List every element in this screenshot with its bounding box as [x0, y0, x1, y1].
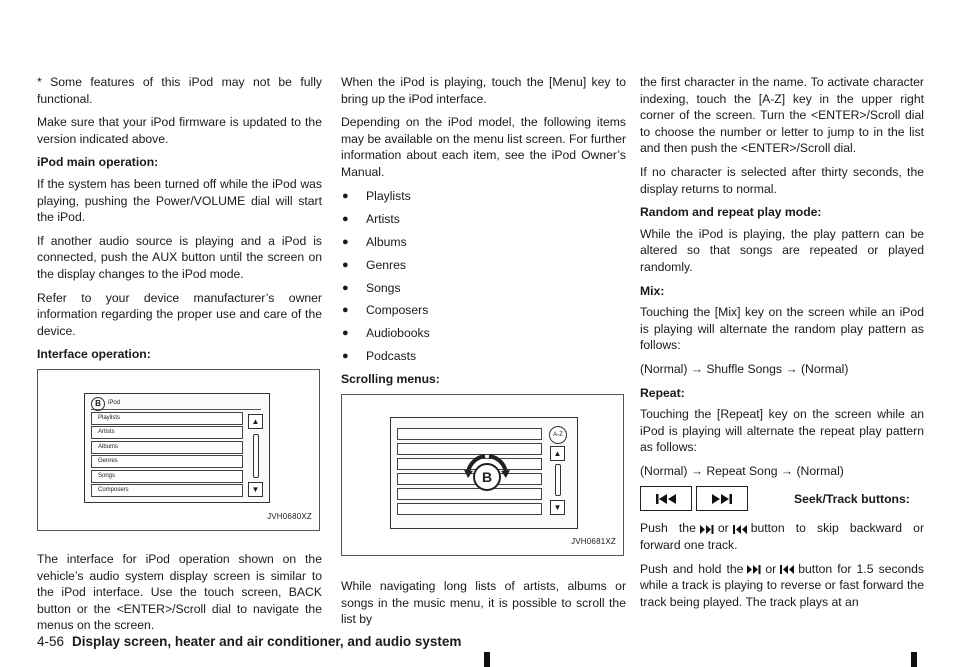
- list-item: ● Podcasts: [341, 348, 626, 365]
- list-item: ● Genres: [341, 257, 626, 274]
- scrollbar-icon: [253, 434, 259, 478]
- paragraph: the first character in the name. To activate character indexing, touch the [A-Z] key in the upper right corner of the screen. Turn the <ENTER>/Scroll dial to choose the number or letter to jump to in the list and then push the <ENTER>/Scroll dial.: [640, 75, 924, 156]
- ipod-interface-figure: [37, 369, 320, 531]
- section-heading: Repeat:: [640, 385, 685, 400]
- paragraph: Touching the [Mix] key on the screen while an iPod is playing will alternate the random play pattern as follows:: [640, 305, 924, 353]
- list-item: Songs: [91, 470, 243, 483]
- paragraph: When the iPod is playing, touch the [Menu] key to bring up the iPod interface.: [341, 75, 626, 106]
- scroll-up-icon: ▲: [248, 414, 263, 429]
- skip-forward-icon: [700, 525, 714, 534]
- paragraph: [640, 561, 924, 611]
- scrollbar-icon: [555, 464, 561, 496]
- section-heading: Random and repeat play mode:: [640, 205, 822, 220]
- paragraph: If no character is selected after thirty seconds, the display returns to normal.: [640, 164, 924, 196]
- scroll-screen-illustration: [390, 417, 578, 529]
- mix-sequence: (Normal) → Shuffle Songs → (Normal): [640, 361, 849, 376]
- list-item: ● Playlists: [341, 188, 626, 205]
- text-run: or: [717, 521, 729, 536]
- chapter-title: Display screen, heater and air conditioner, and audio system: [72, 634, 462, 649]
- repeat-sequence: (Normal) → Repeat Song → (Normal): [640, 463, 844, 478]
- list-item: Genres: [91, 455, 243, 468]
- section-heading: Scrolling menus:: [341, 372, 440, 387]
- menu-items-list: [341, 188, 626, 365]
- list-row: [397, 503, 542, 515]
- text-run: button for 1.5 seconds while a track is playing to reverse or fast forward the track being played. The track plays at an: [640, 561, 924, 609]
- scroll-dial-icon: [462, 450, 512, 500]
- ipod-screen-illustration: [84, 393, 270, 503]
- ipod-screen-title: iPod: [108, 399, 121, 406]
- list-item: Playlists: [91, 412, 243, 425]
- list-item: ● Artists: [341, 211, 626, 228]
- page-footer: [37, 634, 461, 649]
- ipod-screen-title-bar: [91, 397, 261, 410]
- paragraph: While the iPod is playing, the play pattern can be altered so that songs are repeated or played randomly.: [640, 226, 924, 274]
- list-item: ● Songs: [341, 280, 626, 297]
- paragraph: If another audio source is playing and a iPod is connected, push the AUX button until the screen on the display changes to the iPod mode.: [37, 233, 322, 281]
- list-row: [397, 428, 542, 440]
- skip-back-button-illustration: [640, 486, 692, 511]
- list-item: Artists: [91, 426, 243, 439]
- column-middle: [341, 74, 626, 635]
- list-item: Albums: [91, 441, 243, 454]
- seek-buttons-row: [640, 486, 924, 511]
- skip-back-icon: [733, 525, 747, 534]
- dial-label: B: [481, 469, 493, 486]
- paragraph: Refer to your device manufacturer’s owner information regarding the proper use and care of the device.: [37, 290, 322, 338]
- skip-forward-icon: [747, 565, 761, 574]
- section-heading: Interface operation:: [37, 347, 151, 362]
- paragraph: The interface for iPod operation shown on the vehicle’s audio system display screen is similar to the iPod interface. Use the touch screen, BACK button or the <ENTER>/Scroll dial to navigate the menus on the screen.: [37, 551, 322, 633]
- paragraph: [640, 520, 924, 553]
- skip-forward-icon: [711, 493, 733, 505]
- scroll-up-icon: ▲: [550, 446, 565, 461]
- section-heading: Mix:: [640, 283, 665, 298]
- paragraph: Depending on the iPod model, the following items may be available on the menu list screen. For further information about each item, see the iPod Owner’s Manual.: [341, 115, 626, 179]
- list-item: ● Composers: [341, 302, 626, 319]
- az-key-icon: A-Z: [549, 426, 567, 444]
- crop-mark: [484, 652, 490, 667]
- skip-back-icon: [655, 493, 677, 505]
- ipod-menu-list: [91, 412, 243, 499]
- figure-code: JVH0680XZ: [267, 512, 312, 522]
- scrolling-menu-figure: [341, 394, 624, 556]
- text-run: Push and hold the: [640, 561, 744, 576]
- paragraph: Touching the [Repeat] key on the screen while an iPod is playing will alternate the repeat play pattern as follows:: [640, 407, 924, 455]
- scroll-down-icon: ▼: [550, 500, 565, 515]
- scroll-down-icon: ▼: [248, 482, 263, 497]
- section-heading: Seek/Track buttons:: [794, 491, 910, 506]
- column-left: [37, 74, 322, 641]
- section-heading: iPod main operation:: [37, 155, 159, 170]
- paragraph: * Some features of this iPod may not be fully functional.: [37, 75, 322, 106]
- crop-mark: [911, 652, 917, 667]
- paragraph: While navigating long lists of artists, albums or songs in the music menu, it is possible to scroll the list by: [341, 579, 626, 627]
- page-number: 4-56: [37, 634, 65, 649]
- text-run: Push the: [640, 521, 696, 536]
- skip-back-icon: [780, 565, 794, 574]
- list-item: ● Albums: [341, 234, 626, 251]
- paragraph: If the system has been turned off while the iPod was playing, pushing the Power/VOLUME dial will start the iPod.: [37, 176, 322, 225]
- column-right: [640, 74, 924, 617]
- figure-code: JVH0681XZ: [571, 537, 616, 547]
- list-item: Composers: [91, 484, 243, 497]
- text-run: or: [765, 561, 777, 576]
- paragraph: Make sure that your iPod firmware is updated to the version indicated above.: [37, 115, 322, 146]
- skip-forward-button-illustration: [696, 486, 748, 511]
- text-run: button to skip backward or forward one track.: [640, 521, 925, 553]
- badge-b-icon: B: [91, 397, 105, 411]
- list-item: ● Audiobooks: [341, 325, 626, 342]
